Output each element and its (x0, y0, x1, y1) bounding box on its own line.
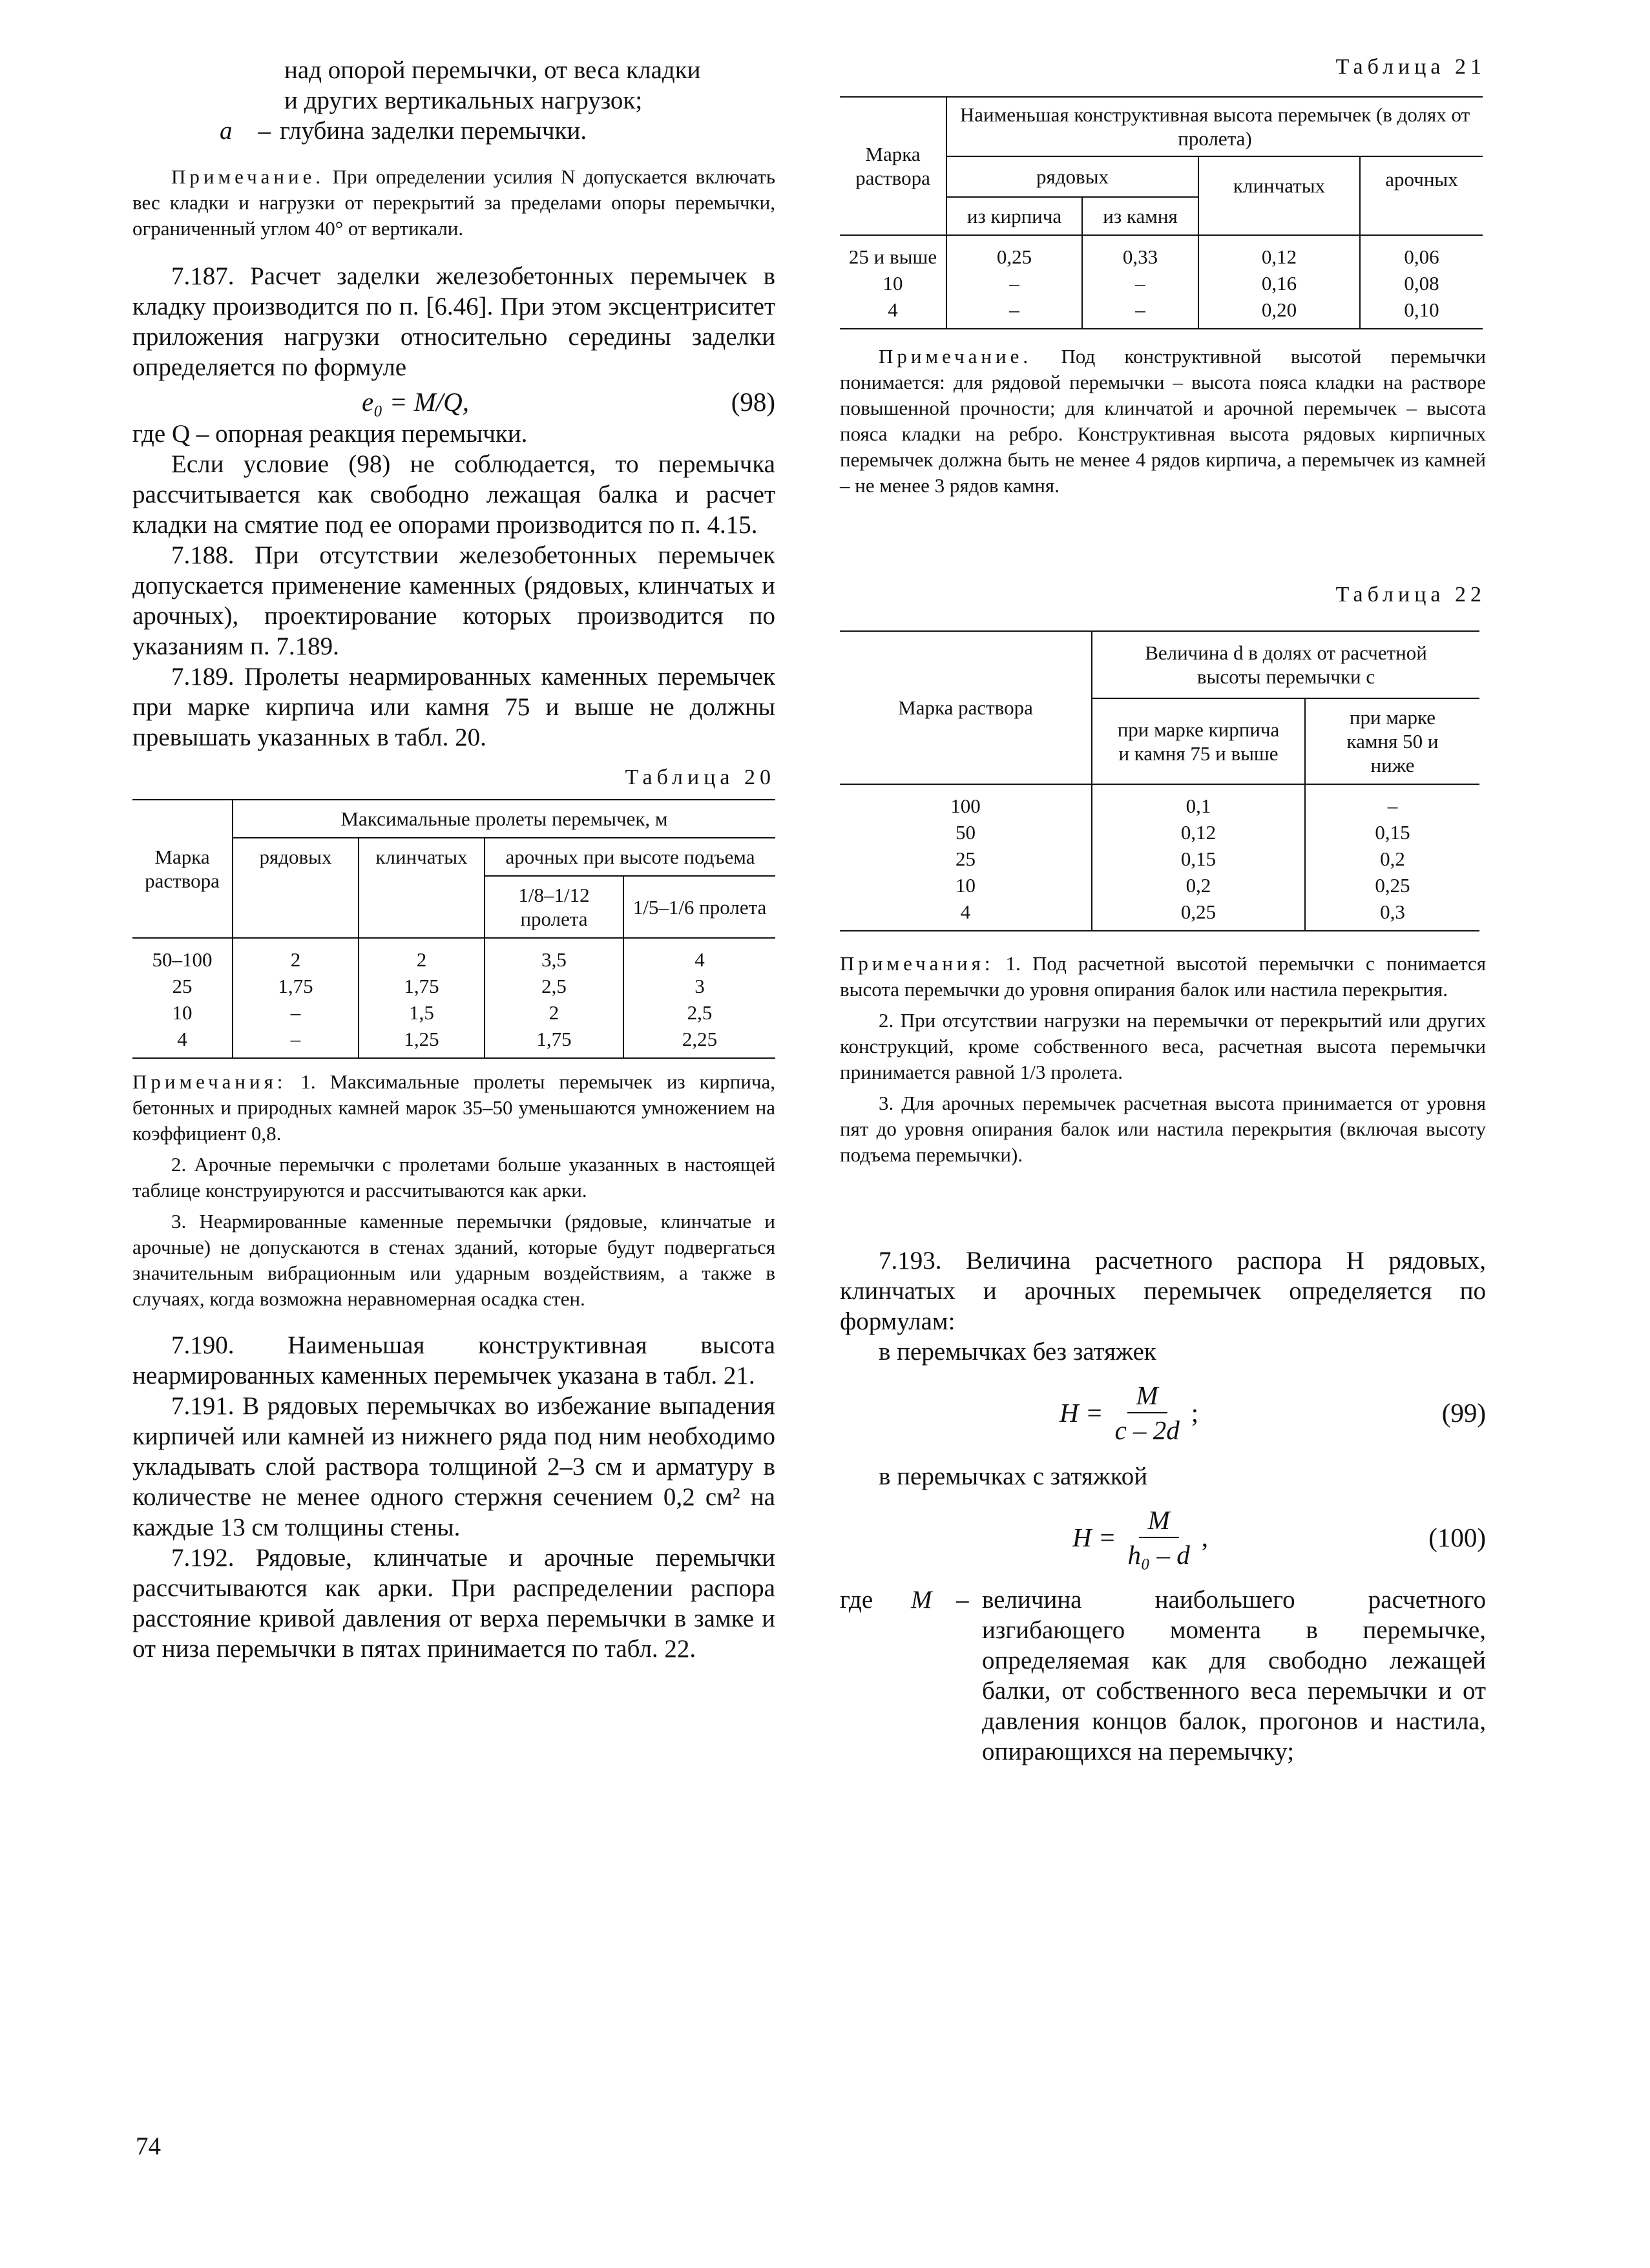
t20-cell: – (233, 999, 359, 1026)
formula-100-fraction (1122, 1503, 1196, 1572)
t20-row (132, 1026, 775, 1058)
table-20-caption: Таблица 20 (625, 765, 775, 789)
t21-cell: – (1082, 297, 1198, 329)
notes-22-3: 3. Для арочных перемычек расчетная высота принимается от уровня пят до уровня опирания балок или настила перекрытия (включая высоту подъема перемычки). (840, 1092, 1486, 1166)
t20-row (132, 973, 775, 999)
t20-cell: 2 (359, 938, 485, 973)
note-21-label: Примечание. (879, 345, 1032, 368)
t21-cell: 0,33 (1082, 235, 1198, 270)
def-a-text: глубина заделки перемычки. (280, 117, 587, 145)
formula-99-tail: ; (1191, 1398, 1199, 1428)
t20-cell: 25 (132, 973, 233, 999)
note-21 (840, 344, 1486, 499)
formula-100 (840, 1503, 1486, 1572)
paragraph-7-187: 7.187. Расчет заделки железобетонных перемычек в кладку производится по п. [6.46]. При этом эксцентриситет приложения нагрузки относительно середины заделки определяется по формуле (132, 262, 775, 381)
t21-cell: 0,12 (1198, 235, 1360, 270)
t21-row (840, 235, 1483, 270)
t21-header-stone: из камня (1082, 197, 1198, 235)
t20-header-arch-high: 1/5–1/6 пролета (632, 895, 767, 919)
t22-row (840, 819, 1479, 846)
t20-cell: 1,5 (359, 999, 485, 1026)
formula-100-numerator: M (1139, 1503, 1179, 1538)
t22-cell: 0,2 (1092, 872, 1305, 899)
t21-cell: 4 (840, 297, 946, 329)
formula-99-numerator: M (1127, 1378, 1167, 1413)
t21-cell: 0,08 (1404, 272, 1439, 295)
def-a-symbol: a (220, 117, 233, 145)
t20-cell: 3 (694, 975, 705, 997)
notes-20-2: 2. Арочные перемычки с пролетами больше указанных в настоящей таблице конструируются и рассчитываются как арки. (132, 1153, 775, 1202)
note-21-text: Под конструктивной высотой перемычки понимается: для рядовой перемычки – высота пояса кладки на растворе повышенной прочности; для клинчатой и арочной перемычек – высота пояса кладки на ребро. Конструктивная высота рядовых кирпичных перемычек должна быть не менее 4 рядов кирпича, а перемычек из камней – не менее 3 рядов камня. (840, 345, 1486, 497)
definition-m (840, 1585, 1486, 1767)
t21-header-group: Наименьшая конструктивная высота перемычек (в долях от пролета) (946, 97, 1483, 156)
formula-99-number: (99) (1441, 1398, 1486, 1428)
paragraph-condition: Если условие (98) не соблюдается, то перемычка рассчитывается как свободно лежащая балка и расчет кладки на смятие под ее опорами производится по п. 4.15. (132, 450, 775, 539)
def-m-dash: – (956, 1586, 969, 1614)
t21-cell: 10 (840, 270, 946, 297)
paragraph-7-188: 7.188. При отсутствии железобетонных перемычек допускается применение каменных (рядовых, клинчатых и арочных), проектирование которых производится по указаниям п. 7.189. (132, 541, 775, 660)
t20-cell: 2 (485, 999, 623, 1026)
intro-line-2: и других вертикальных нагрузок; (284, 87, 643, 114)
t22-cell: 0,15 (1375, 821, 1410, 844)
note-1 (132, 164, 775, 242)
note-1-label: Примечание. (171, 165, 325, 188)
intro-line-1: над опорой перемычки, от веса кладки (284, 56, 701, 84)
notes-20-1 (132, 1069, 775, 1147)
t22-cell: 0,3 (1380, 900, 1405, 923)
t21-cell: 0,25 (946, 235, 1082, 270)
case-without-ties: в перемычках без затяжек (879, 1338, 1156, 1366)
t21-row (840, 270, 1483, 297)
t21-header-grade: Марка раствора (840, 97, 946, 235)
t21-cell: 0,20 (1198, 297, 1360, 329)
t22-cell: 25 (840, 846, 1092, 872)
t20-cell: 2,5 (687, 1001, 713, 1024)
t20-cell: 4 (132, 1026, 233, 1058)
t21-row (840, 297, 1483, 329)
t20-cell: 3,5 (485, 938, 623, 973)
t22-row (840, 872, 1479, 899)
t22-cell: 100 (840, 784, 1092, 819)
t20-cell: 1,75 (233, 973, 359, 999)
t21-header-brick: из кирпича (946, 197, 1082, 235)
notes-22-1-text: 1. Под расчетной высотой перемычки c понимается высота перемычки до уровня опирания балок или настила перекрытия. (840, 952, 1487, 1001)
formula-100-denominator: h₀ – d (1127, 1540, 1190, 1570)
notes-22-1 (840, 951, 1486, 1003)
note-1-text: При определении усилия N допускается включать вес кладки и нагрузки от перекрытий за пределами опоры перемычки, ограниченный углом 40° от вертикали. (132, 165, 775, 240)
t21-cell: – (946, 270, 1082, 297)
t21-cell: – (946, 297, 1082, 329)
formula-99-denominator: c – 2d (1114, 1415, 1180, 1445)
formula-100-tail: , (1201, 1523, 1209, 1552)
left-column (132, 55, 775, 1664)
case-with-tie: в перемычках с затяжкой (879, 1462, 1148, 1490)
t21-cell: 0,10 (1404, 298, 1439, 321)
paragraph-7-191: 7.191. В рядовых перемычках во избежание выпадения кирпичей или камней из нижнего ряда под ним необходимо укладывать слой раствора толщиной 2–3 см и арматуру в количестве не менее одного стержня сечением 0,2 см² на каждые 13 см толщины стены. (132, 1392, 775, 1541)
def-a-dash: – (258, 117, 271, 145)
t20-header-row: рядовых (233, 838, 359, 938)
t21-cell: 25 и выше (840, 235, 946, 270)
formula-100-lhs: H = (1072, 1523, 1116, 1552)
t20-cell: 2,5 (485, 973, 623, 999)
paragraph-7-193: 7.193. Величина расчетного распора H рядовых, клинчатых и арочных перемычек определяется по формулам: (840, 1247, 1486, 1335)
t22-cell: 10 (840, 872, 1092, 899)
t21-header-arch: арочных (1385, 168, 1458, 191)
notes-22-label: Примечания: (840, 952, 994, 975)
t22-row (840, 846, 1479, 872)
t22-header-stone: при марке камня 50 и ниже (1346, 706, 1439, 776)
formula-98 (132, 385, 775, 419)
def-m-text: величина наибольшего расчетного изгибающего момента в перемычке, определяемая как для свободно лежащей балки, от собственного веса перемычки и от давления концов балок, прогонов и настила, опирающихся на перемычку; (982, 1586, 1486, 1765)
t20-cell: 50–100 (132, 938, 233, 973)
where-q: где Q – опорная реакция перемычки. (132, 420, 528, 448)
t22-row (840, 784, 1479, 819)
t20-cell: 1,25 (359, 1026, 485, 1058)
def-m-symbol: M (911, 1586, 932, 1614)
t20-cell: 10 (132, 999, 233, 1026)
table-21 (840, 96, 1483, 329)
t20-cell: 4 (694, 948, 705, 971)
formula-99 (840, 1378, 1486, 1447)
paragraph-7-190: 7.190. Наименьшая конструктивная высота неармированных каменных перемычек указана в табл. 21. (132, 1331, 775, 1389)
t21-cell: 0,06 (1404, 245, 1439, 268)
t22-header-brick: при марке кирпича и камня 75 и выше (1092, 698, 1305, 784)
t20-header-group: Максимальные пролеты перемычек, м (233, 800, 775, 838)
t20-header-arch-low: 1/8–1/12 пролета (485, 876, 623, 938)
paragraph-7-192: 7.192. Рядовые, клинчатые и арочные перемычки рассчитываются как арки. При распределении распора расстояние кривой давления от верха перемычки в замке и от низа перемычки в пятах принимается по табл. 22. (132, 1544, 775, 1663)
t20-header-wedge: клинчатых (359, 838, 485, 938)
t22-cell: 0,2 (1380, 848, 1405, 870)
t22-cell: 0,12 (1092, 819, 1305, 846)
table-21-caption: Таблица 21 (1335, 55, 1486, 79)
paragraph-7-189: 7.189. Пролеты неармированных каменных перемычек при марке кирпича или камня 75 и выше не должны превышать указанных в табл. 20. (132, 663, 775, 751)
t22-cell: 0,15 (1092, 846, 1305, 872)
where-label: где (840, 1586, 873, 1614)
table-22 (840, 630, 1479, 931)
t20-row (132, 999, 775, 1026)
t22-cell: 4 (840, 899, 1092, 931)
t22-cell: 0,25 (1092, 899, 1305, 931)
notes-20-3: 3. Неармированные каменные перемычки (рядовые, клинчатые и арочные) не допускаются в стенах зданий, которые будут подвергаться значительным вибрационным или ударным воздействиям, а также в случаях, когда возможна неравномерная осадка стен. (132, 1210, 775, 1310)
t20-row (132, 938, 775, 973)
formula-99-lhs: H = (1060, 1398, 1103, 1428)
notes-20-1-text: 1. Максимальные пролеты перемычек из кирпича, бетонных и природных камней марок 35–50 уменьшаются умножением на коэффициент 0,8. (132, 1070, 776, 1145)
right-column (840, 55, 1486, 1767)
t20-cell: 1,75 (359, 973, 485, 999)
formula-99-fraction (1109, 1378, 1186, 1447)
formula-100-number: (100) (1428, 1523, 1486, 1552)
t22-cell: 0,25 (1375, 874, 1410, 897)
definition-a (132, 116, 775, 146)
t21-cell: 0,16 (1198, 270, 1360, 297)
t22-cell: 50 (840, 819, 1092, 846)
t20-cell: 2 (233, 938, 359, 973)
formula-98-expr: e₀ = M/Q, (362, 387, 470, 417)
t22-cell: – (1387, 795, 1398, 817)
t20-header-arch: арочных при высоте подъема (485, 838, 775, 876)
formula-98-number: (98) (731, 387, 775, 417)
t22-row (840, 899, 1479, 931)
t21-cell: – (1082, 270, 1198, 297)
t21-header-wedge: клинчатых (1198, 156, 1360, 235)
t20-cell: – (233, 1026, 359, 1058)
t22-header-grade: Марка раствора (840, 631, 1092, 784)
t20-header-grade: Марка раствора (132, 800, 233, 938)
t22-cell: 0,1 (1092, 784, 1305, 819)
t20-cell: 1,75 (485, 1026, 623, 1058)
notes-22-2: 2. При отсутствии нагрузки на перемычки от перекрытий или других конструкций, кроме собственного веса, расчетная высота перемычки принимается равной 1/3 пролета. (840, 1009, 1486, 1083)
page-number: 74 (136, 2132, 161, 2160)
t21-header-row: рядовых (946, 156, 1198, 197)
notes-20-label: Примечания: (132, 1070, 287, 1093)
t20-cell: 2,25 (682, 1028, 718, 1050)
t22-header-group: Величина d в долях от расчетной высоты перемычки c (1092, 631, 1479, 698)
table-22-caption: Таблица 22 (1335, 583, 1486, 607)
table-20 (132, 799, 775, 1059)
